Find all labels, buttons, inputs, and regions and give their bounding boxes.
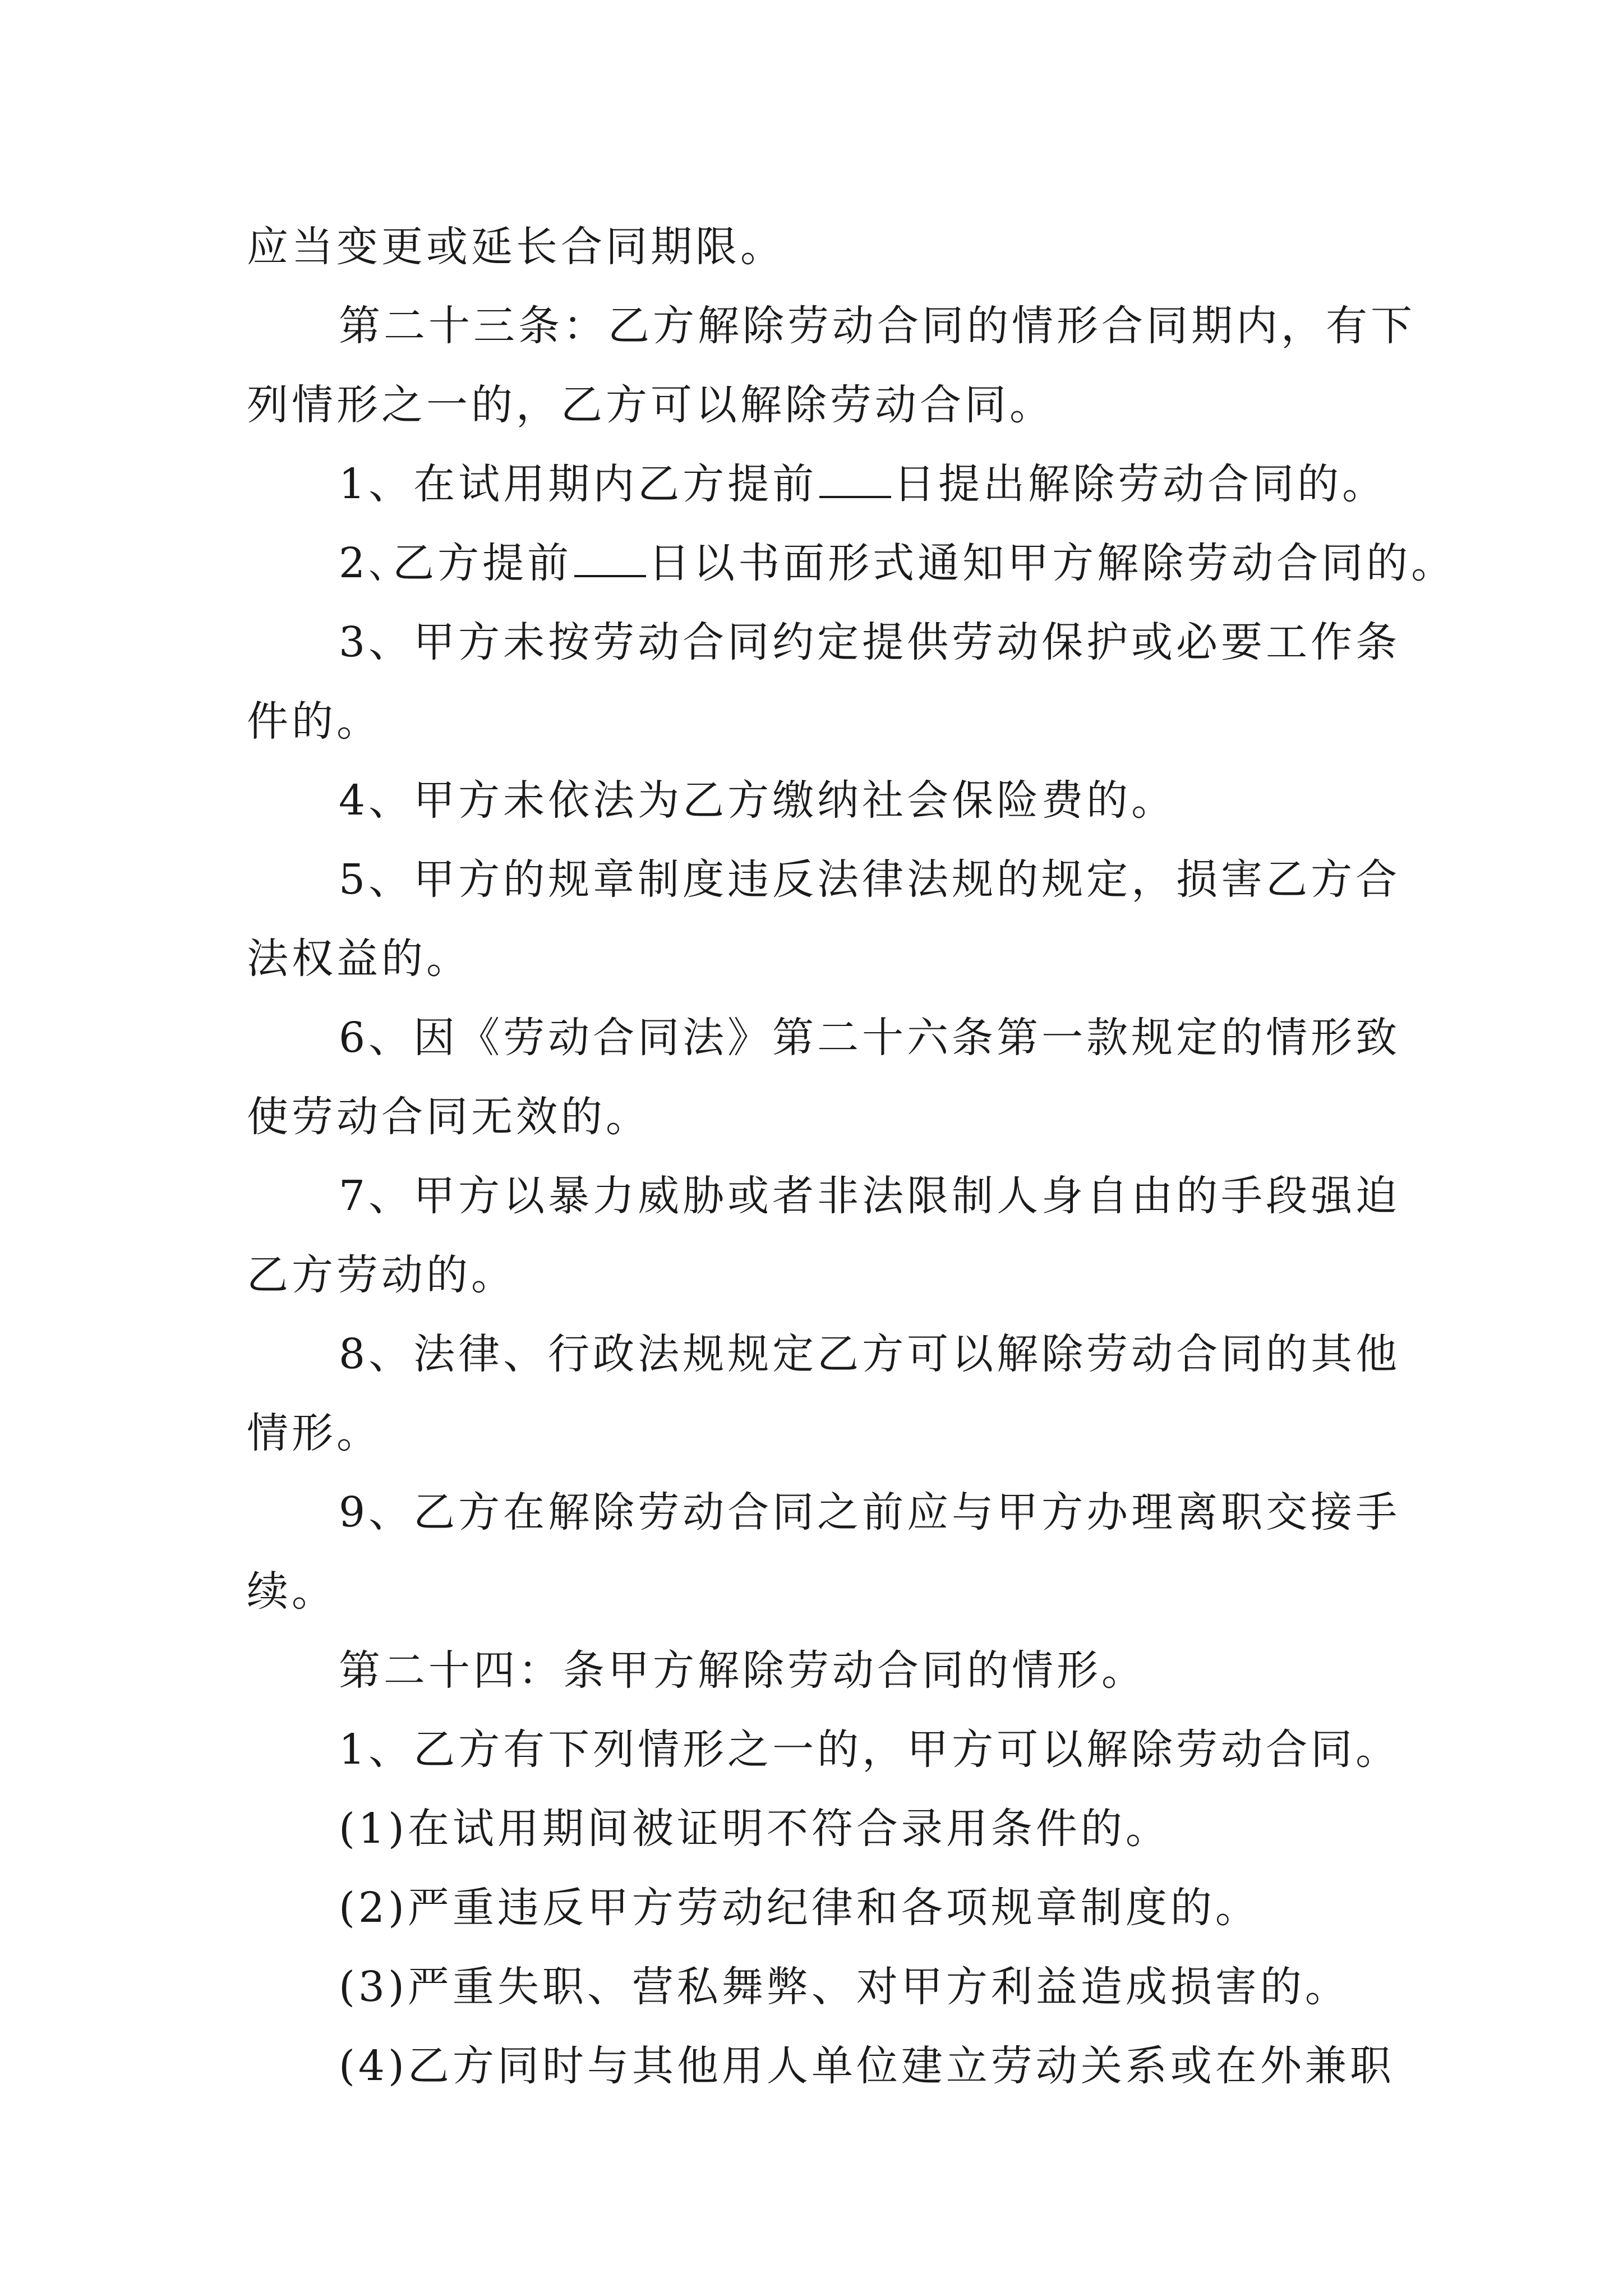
- clause-9: 9、乙方在解除劳动合同之前应与甲方办理离职交接手: [339, 1488, 1401, 1536]
- clause-1-text-b: 日提出解除劳动合同的。: [893, 460, 1387, 508]
- clause-9-cont: 续。: [247, 1567, 336, 1616]
- sub-item-4: (4)乙方同时与其他用人单位建立劳动关系或在外兼职: [339, 2042, 1395, 2090]
- clause-3: 3、甲方未按劳动合同约定提供劳动保护或必要工作条: [339, 618, 1401, 666]
- article-24-heading: 第二十四：条甲方解除劳动合同的情形。: [339, 1646, 1146, 1695]
- clause-2-text-b: 日以书面形式通知甲方解除劳动合同的。: [648, 539, 1456, 587]
- clause-6-cont: 使劳动合同无效的。: [247, 1093, 651, 1141]
- article-24-clause-1: 1、乙方有下列情形之一的，甲方可以解除劳动合同。: [339, 1726, 1401, 1774]
- clause-5: 5、甲方的规章制度违反法律法规的规定，损害乙方合: [339, 855, 1401, 904]
- text-line-continuation: 应当变更或延长合同期限。: [247, 223, 785, 271]
- clause-4: 4、甲方未依法为乙方缴纳社会保险费的。: [339, 776, 1177, 825]
- fill-in-blank-days: [819, 463, 891, 498]
- clause-1: [247, 445, 1385, 524]
- article-23-heading-cont: 列情形之一的，乙方可以解除劳动合同。: [247, 381, 1054, 429]
- document-body: [247, 208, 1456, 2106]
- clause-7-cont: 乙方劳动的。: [247, 1251, 516, 1299]
- clause-6: 6、因《劳动合同法》第二十六条第一款规定的情形致: [339, 1014, 1401, 1062]
- clause-2: [247, 524, 1456, 603]
- clause-1-text-a: 1、在试用期内乙方提前: [339, 460, 818, 508]
- clause-7: 7、甲方以暴力威胁或者非法限制人身自由的手段强迫: [339, 1172, 1401, 1220]
- sub-item-3: (3)严重失职、营私舞弊、对甲方利益造成损害的。: [339, 1963, 1350, 2011]
- article-23-heading: 第二十三条：乙方解除劳动合同的情形合同期内，有下: [339, 302, 1415, 350]
- sub-item-2: (2)严重违反甲方劳动纪律和各项规章制度的。: [339, 1884, 1260, 1932]
- clause-8-cont: 情形。: [247, 1409, 381, 1457]
- fill-in-blank-days: [574, 542, 646, 577]
- clause-3-cont: 件的。: [247, 697, 381, 746]
- clause-5-cont: 法权益的。: [247, 935, 471, 983]
- sub-item-1: (1)在试用期间被证明不符合录用条件的。: [339, 1805, 1170, 1853]
- clause-2-text-a: 2､乙方提前: [339, 539, 573, 587]
- clause-8: 8、法律、行政法规规定乙方可以解除劳动合同的其他: [339, 1330, 1401, 1378]
